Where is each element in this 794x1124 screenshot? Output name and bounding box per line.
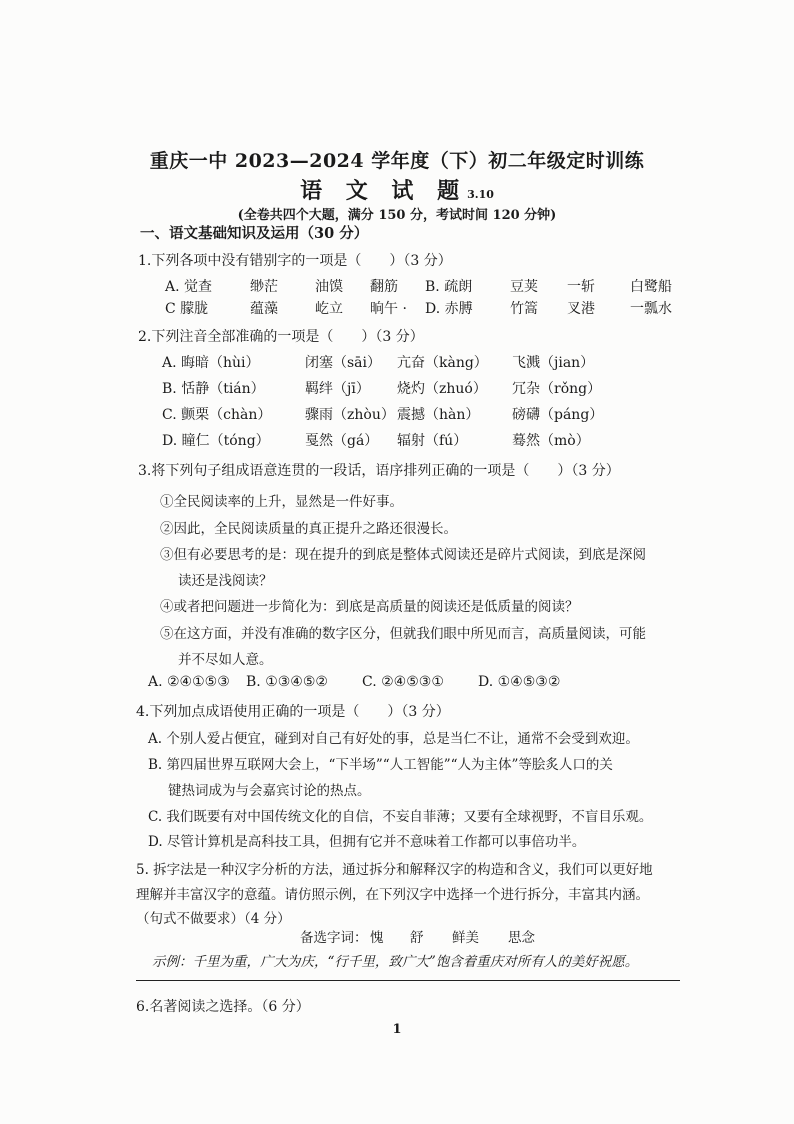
q2-a-2: 闭塞（sāi） <box>305 355 382 371</box>
q5-line-2: 理解并丰富汉字的意蕴。请仿照示例，在下列汉字中选择一个进行拆分，丰富其内涵。 <box>136 887 649 903</box>
q2-stem: 2.下列注音全部准确的一项是（ ）（3 分） <box>138 329 424 345</box>
q1-d-3: 叉港 <box>567 301 595 317</box>
q3-sentence-3a: ③但有必要思考的是：现在提升的到底是整体式阅读还是碎片式阅读，到底是深阅 <box>160 547 646 563</box>
q4-stem: 4.下列加点成语使用正确的一项是（ ）（3 分） <box>136 704 450 720</box>
q2-a-4: 飞溅（jian） <box>512 355 595 371</box>
q3-option-b: B. ①③④⑤② <box>246 674 328 690</box>
q2-b-1: B. 恬静（tián） <box>162 381 265 397</box>
q3-option-c: C. ②④⑤③① <box>362 674 444 690</box>
q5-choice-1: 愧 <box>370 930 384 946</box>
q1-d-1: D. 赤膊 <box>425 301 473 317</box>
q1-c-4: 晌午 · <box>370 301 407 317</box>
q2-d-4: 蓦然（mò） <box>512 433 590 449</box>
q1-stem: 1.下列各项中没有错别字的一项是（ ）（3 分） <box>138 253 452 269</box>
q3-sentence-3b: 读还是浅阅读？ <box>178 573 273 589</box>
q2-b-4: 冗杂（rǒng） <box>512 381 602 397</box>
q1-a-4: 翻筋 <box>370 279 398 295</box>
q5-example: 示例：千里为重，广大为庆，“行千里，致广大”饱含着重庆对所有人的美好祝愿。 <box>152 954 639 970</box>
q4-option-b2: 键热词成为与会嘉宾讨论的热点。 <box>168 783 371 799</box>
exam-note: (全卷共四个大题，满分 150 分，考试时间 120 分钟) <box>237 208 557 223</box>
q2-a-1: A. 晦暗（hùi） <box>162 355 260 371</box>
q3-sentence-2: ②因此，全民阅读质量的真正提升之路还很漫长。 <box>160 521 457 537</box>
exam-date: 3.10 <box>467 188 494 201</box>
exam-title: 重庆一中 2023—2024 学年度（下）初二年级定时训练 <box>149 150 645 172</box>
q1-b-2: 豆荚 <box>510 279 538 295</box>
q4-option-c: C. 我们既要有对中国传统文化的自信，不妄自菲薄；又要有全球视野，不盲目乐观。 <box>148 809 653 825</box>
q2-c-2: 骤雨（zhòu） <box>305 407 395 423</box>
q3-sentence-4: ④或者把问题进一步简化为：到底是高质量的阅读还是低质量的阅读？ <box>160 599 579 615</box>
q2-d-1: D. 瞳仁（tóng） <box>162 433 270 449</box>
page-number: 1 <box>392 1022 402 1037</box>
q2-c-4: 磅礴（páng） <box>512 407 604 423</box>
q4-option-a: A. 个别人爱占便宜，碰到对自己有好处的事，总是当仁不让，通常不会受到欢迎。 <box>148 731 639 747</box>
q2-c-3: 震撼（hàn） <box>397 407 480 423</box>
q5-line-3: （句式不做要求）（4 分） <box>136 911 291 927</box>
divider-line <box>136 980 680 981</box>
q1-c-2: 蕴藻 <box>250 301 278 317</box>
q5-choices-label: 备选字词： <box>300 930 368 946</box>
q4-option-d: D. 尽管计算机是高科技工具，但拥有它并不意味着工作都可以事倍功半。 <box>148 834 586 850</box>
exam-subtitle <box>0 174 794 205</box>
q1-c-3: 屹立 <box>315 301 343 317</box>
q1-a-2: 缈茫 <box>250 279 278 295</box>
q2-b-2: 羁绊（jī） <box>305 381 370 397</box>
q1-b-4: 白鹭船 <box>630 279 672 295</box>
q5-choice-3: 鲜美 <box>452 930 479 946</box>
q1-c-1: C 朦胧 <box>165 301 209 317</box>
subtitle-text: 语 文 试 题 <box>300 178 468 204</box>
q6-stem: 6.名著阅读之选择。（6 分） <box>136 999 310 1015</box>
q1-a-1: A. 觉查 <box>165 279 213 295</box>
q1-b-3: 一斩 <box>567 279 595 295</box>
q1-a-3: 油馍 <box>315 279 343 295</box>
q2-a-3: 亢奋（kàng） <box>397 355 488 371</box>
q2-c-1: C. 颤栗（chàn） <box>162 407 272 423</box>
q3-sentence-5a: ⑤在这方面，并没有准确的数字区分，但就我们眼中所见而言，高质量阅读，可能 <box>160 626 646 642</box>
q1-b-1: B. 疏朗 <box>425 279 473 295</box>
q5-line-1: 5. 拆字法是一种汉字分析的方法，通过拆分和解释汉字的构造和含义，我们可以更好地 <box>136 862 653 878</box>
q1-d-4: 一瓢水 <box>630 301 672 317</box>
q2-d-2: 戛然（gá） <box>305 433 379 449</box>
q3-sentence-5b: 并不尽如人意。 <box>178 652 273 668</box>
section-heading: 一、语文基础知识及运用（30 分） <box>140 225 369 242</box>
q1-d-2: 竹篙 <box>510 301 538 317</box>
q5-choice-2: 舒 <box>410 930 424 946</box>
q5-choice-4: 思念 <box>508 930 535 946</box>
q3-sentence-1: ①全民阅读率的上升，显然是一件好事。 <box>160 494 403 510</box>
q3-stem: 3.将下列句子组成语意连贯的一段话，语序排列正确的一项是（ ）（3 分） <box>138 463 620 479</box>
q2-b-3: 烧灼（zhuó） <box>397 381 487 397</box>
q2-d-3: 辐射（fú） <box>397 433 468 449</box>
q4-option-b1: B. 第四届世界互联网大会上，“下半场”“人工智能”“人为主体”等脍炙人口的关 <box>148 757 613 773</box>
q3-option-a: A. ②④①⑤③ <box>148 674 230 690</box>
q3-option-d: D. ①④⑤③② <box>478 674 561 690</box>
